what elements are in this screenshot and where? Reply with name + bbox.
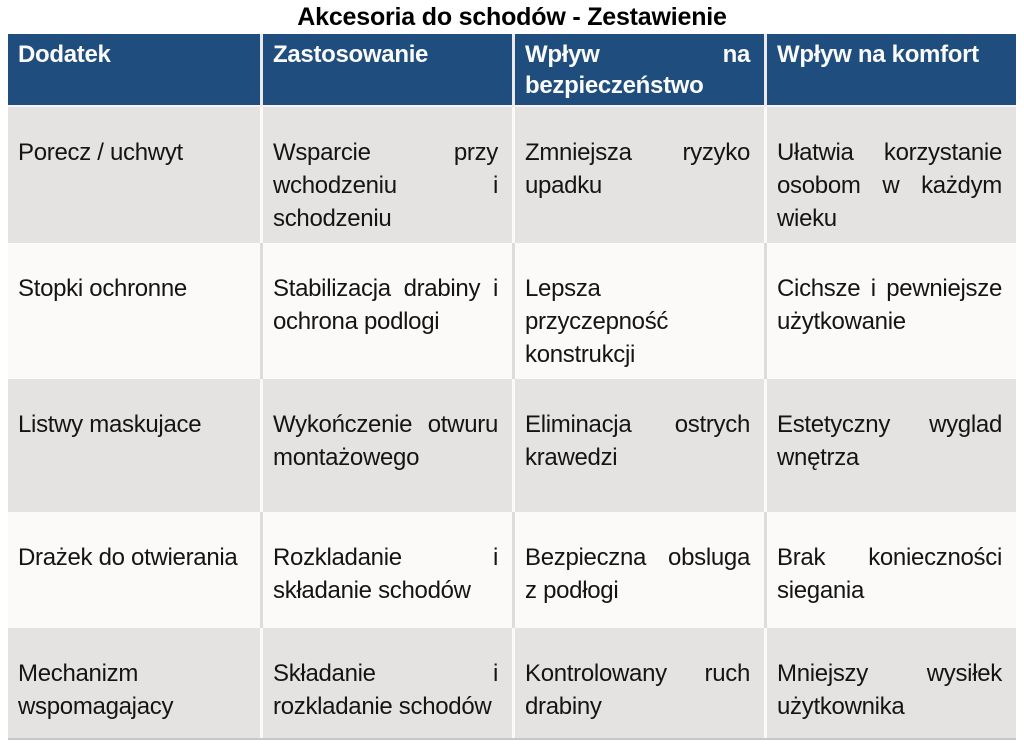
table-cell: Wykończenie otwuru montażowego <box>260 379 512 512</box>
header-row <box>8 34 1016 107</box>
table-row-stopki <box>8 243 1016 379</box>
table-cell: Ułatwia korzystanie osobom w każdym wieku <box>764 107 1016 243</box>
column-header-wplyw-komfort: Wpływ na komfort <box>764 34 1016 107</box>
column-header-dodatek: Dodatek <box>8 34 260 107</box>
table-cell: Listwy maskujace <box>8 379 260 512</box>
table-cell: Brak konieczności siegania <box>764 512 1016 628</box>
table-cell: Eliminacja ostrych krawedzi <box>512 379 764 512</box>
table-row-porecz <box>8 107 1016 243</box>
table-cell: Mniejszy wysiłek użytkownika <box>764 628 1016 738</box>
table-cell: Bezpieczna obsluga z podłogi <box>512 512 764 628</box>
accessories-table <box>8 34 1016 740</box>
table-cell: Cichsze i pewniejsze użytkowanie <box>764 243 1016 379</box>
table-row-drazek <box>8 512 1016 628</box>
page-title: Akcesoria do schodów - Zestawienie <box>297 3 727 31</box>
table-row-listwy <box>8 379 1016 512</box>
table-cell: Kontrolowany ruch drabiny <box>512 628 764 738</box>
table-cell: Zmniejsza ryzyko upadku <box>512 107 764 243</box>
table-cell: Rozkladanie i składanie schodów <box>260 512 512 628</box>
table-row-mechanizm <box>8 628 1016 738</box>
table-cell: Wsparcie przy wchodzeniu i schodzeniu <box>260 107 512 243</box>
table-cell: Stabilizacja drabiny i ochrona podlogi <box>260 243 512 379</box>
table-cell: Stopki ochronne <box>8 243 260 379</box>
table-cell: Estetyczny wyglad wnętrza <box>764 379 1016 512</box>
table-cell: Mechanizm wspomagajacy <box>8 628 260 738</box>
table-cell: Składanie i rozkladanie schodów <box>260 628 512 738</box>
column-header-zastosowanie: Zastosowanie <box>260 34 512 107</box>
table-cell: Porecz / uchwyt <box>8 107 260 243</box>
column-header-wplyw-bezpieczenstwo: Wpływ na bezpieczeństwo <box>512 34 764 107</box>
table-cell: Drażek do otwierania <box>8 512 260 628</box>
table-cell: Lepsza przyczepność konstrukcji <box>512 243 764 379</box>
